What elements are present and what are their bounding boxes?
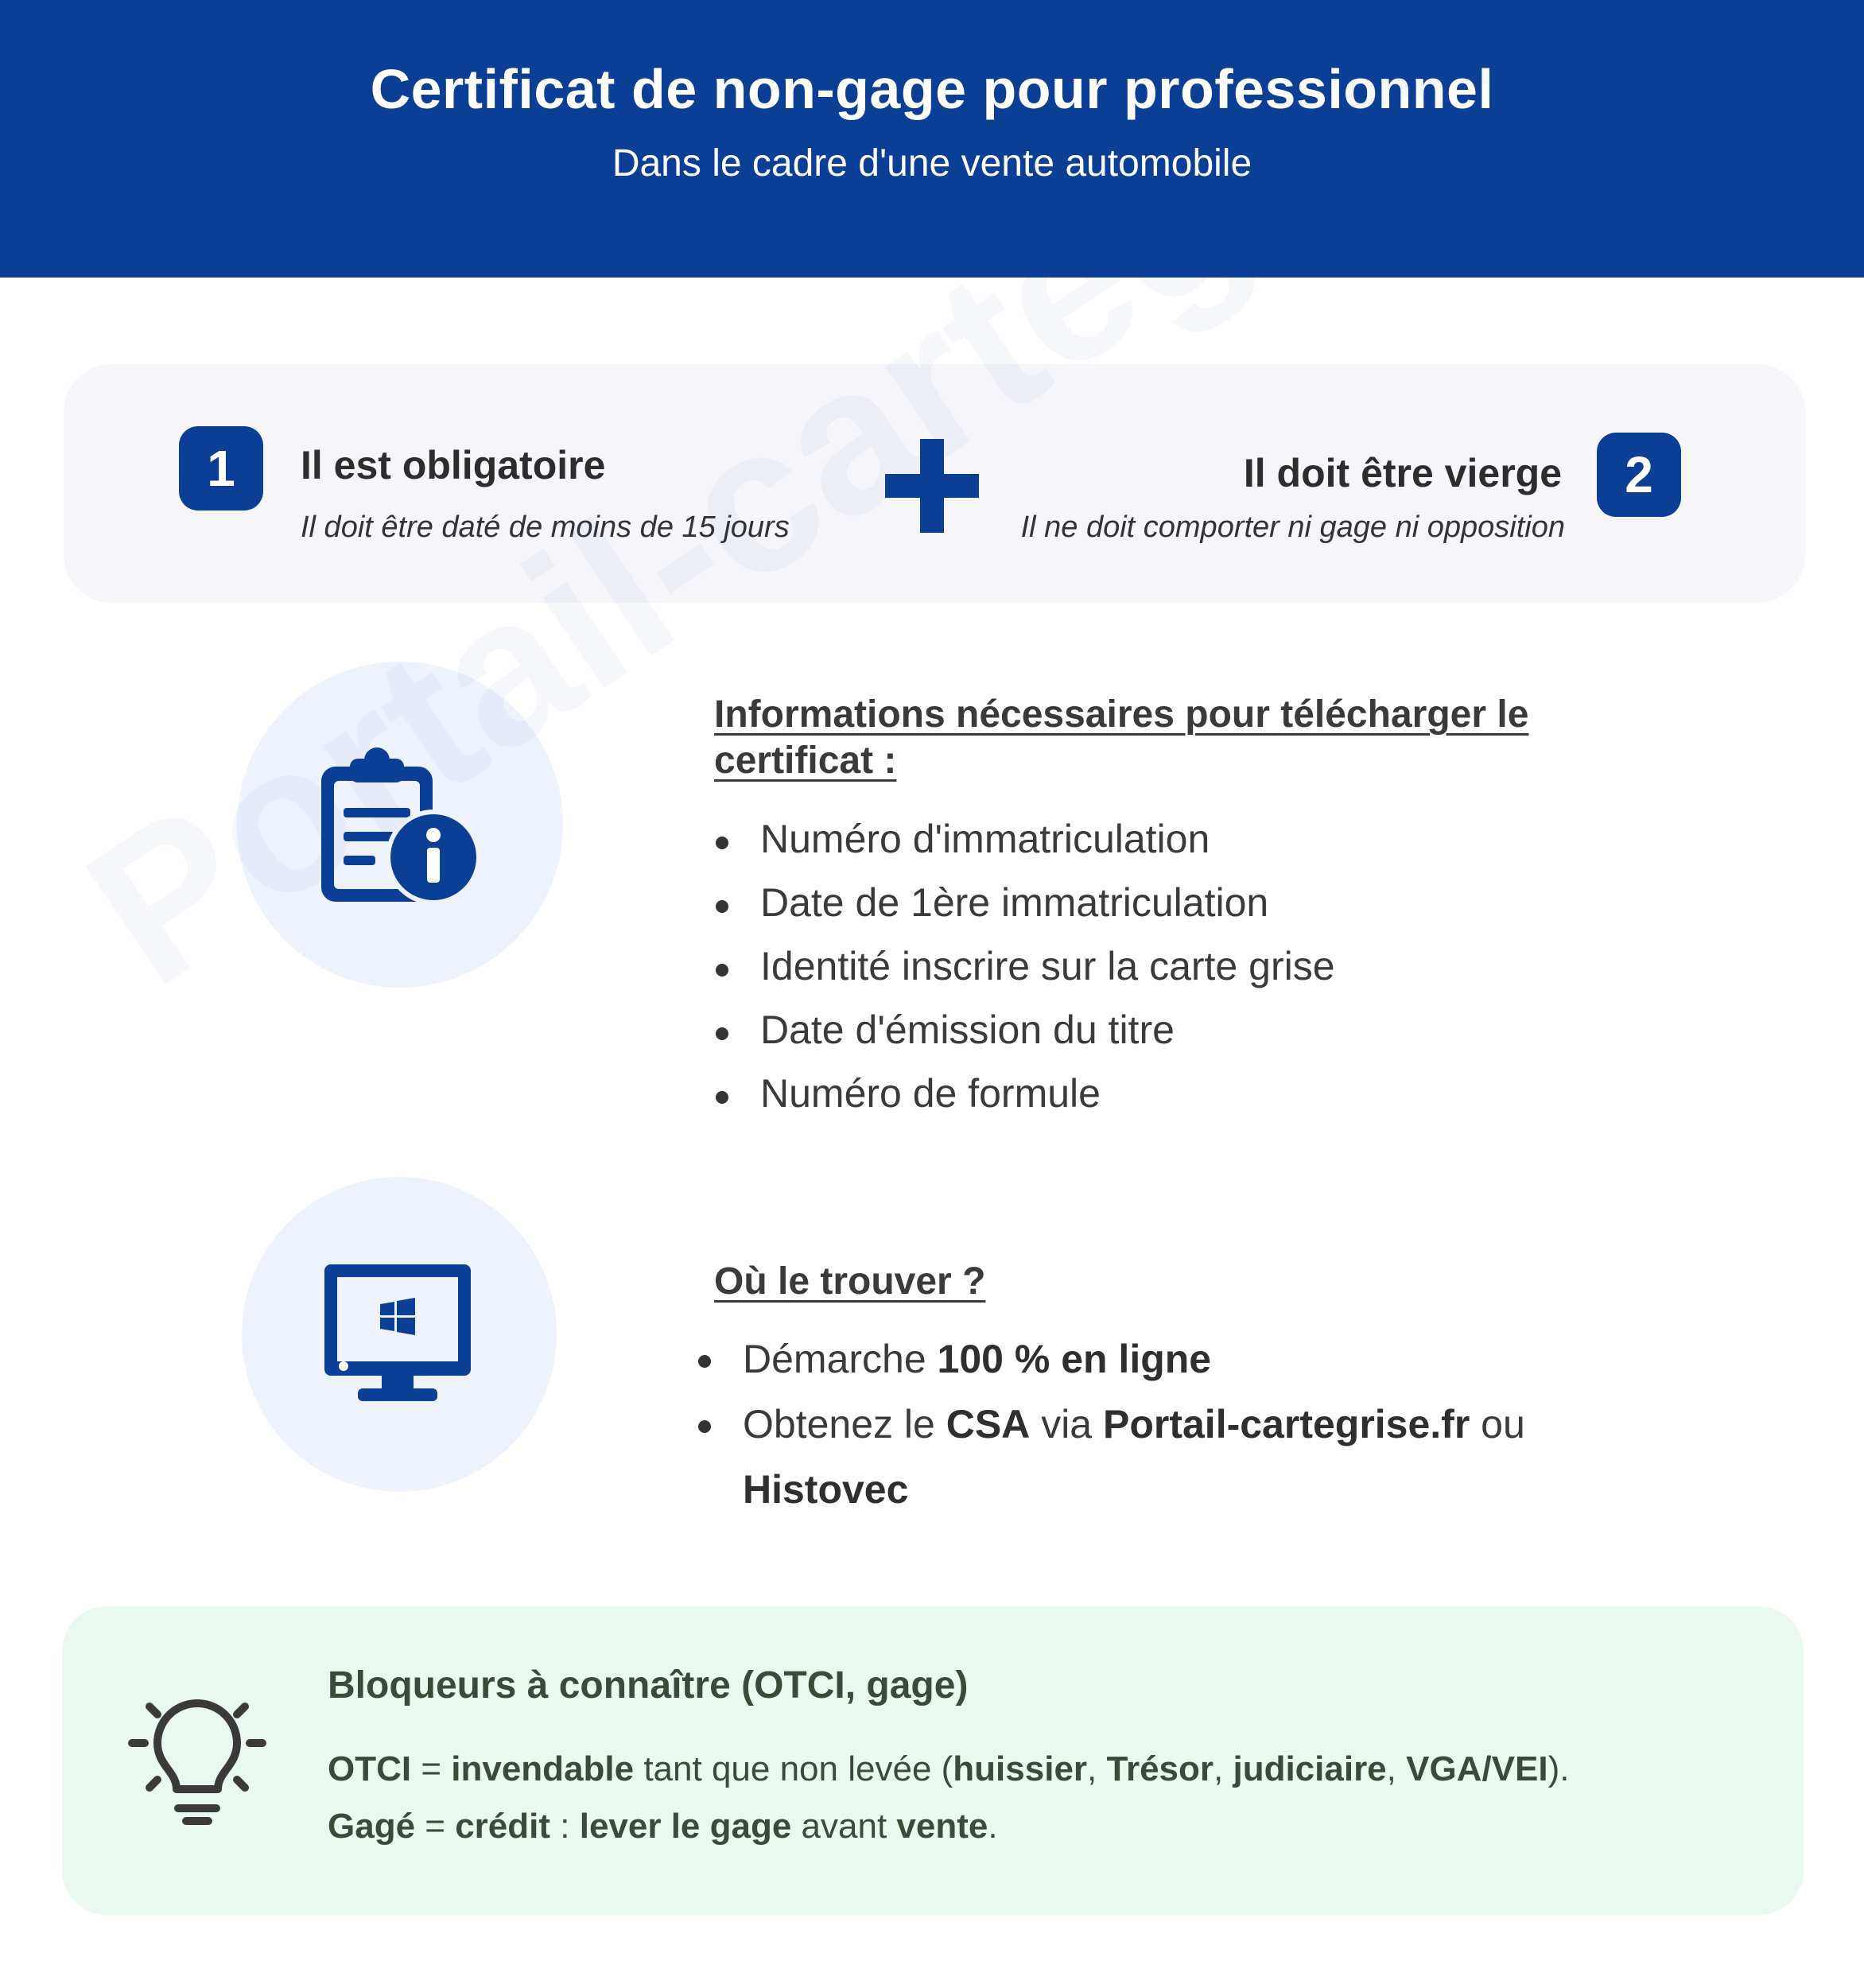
requirement-1-subtitle: Il doit être daté de moins de 15 jours	[301, 511, 790, 544]
info-heading-line-2: certificat :	[714, 740, 897, 782]
list-item: Obtenez le CSA via Portail-cartegrise.fr ou	[743, 1395, 1525, 1460]
page-subtitle: Dans le cadre d'une vente automobile	[612, 142, 1252, 184]
info-heading-line-1: Informations nécessaires pour télécharger le	[714, 693, 1529, 736]
computer-monitor-icon	[323, 1263, 472, 1406]
plus-icon	[885, 439, 979, 533]
tip-title: Bloqueurs à connaître (OTCI, gage)	[328, 1664, 969, 1706]
info-section-heading	[714, 692, 1528, 784]
requirement-1-title: Il est obligatoire	[301, 443, 606, 487]
requirement-2-title: Il doit être vierge	[1243, 451, 1562, 495]
where-section-heading: Où le trouver ?	[714, 1260, 986, 1303]
list-item: Démarche 100 % en ligne	[743, 1330, 1525, 1395]
clipboard-info-icon	[318, 747, 481, 905]
list-item: Identité inscrire sur la carte grise	[760, 938, 1335, 1002]
info-list	[760, 811, 1335, 1129]
where-list	[743, 1330, 1525, 1525]
tip-line-gage: Gagé = crédit : lever le gage avant vente.	[328, 1807, 998, 1846]
requirement-2-subtitle: Il ne doit comporter ni gage ni opposition	[1020, 511, 1565, 544]
list-item: Date d'émission du titre	[760, 1002, 1335, 1066]
step-1-badge: 1	[179, 426, 263, 511]
lightbulb-icon	[126, 1692, 269, 1827]
list-item: Date de 1ère immatriculation	[760, 875, 1335, 938]
page-header	[0, 0, 1864, 278]
step-2-badge: 2	[1597, 433, 1681, 517]
list-item-continuation: Histovec	[743, 1467, 909, 1512]
page-title: Certificat de non-gage pour professionnel	[370, 58, 1494, 120]
list-item: Numéro de formule	[760, 1066, 1335, 1129]
tip-line-otci: OTCI = invendable tant que non levée (huissier, Trésor, judiciaire, VGA/VEI).	[328, 1749, 1570, 1788]
list-item: Numéro d'immatriculation	[760, 811, 1335, 875]
